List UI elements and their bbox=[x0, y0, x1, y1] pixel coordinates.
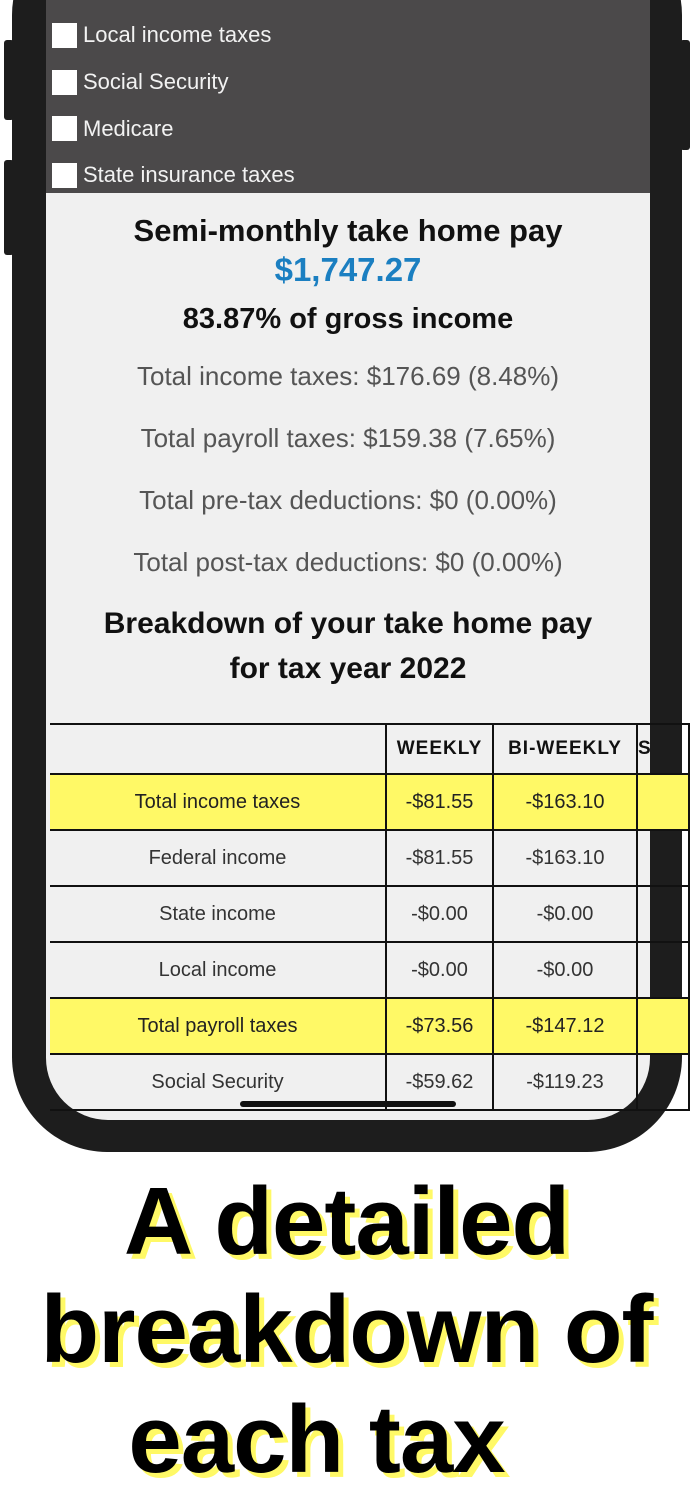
phone-screen bbox=[46, 0, 650, 1120]
biweekly-value: -$0.00 bbox=[493, 886, 637, 942]
row-label: Federal income bbox=[50, 830, 386, 886]
biweekly-value: -$0.00 bbox=[493, 942, 637, 998]
weekly-value: -$81.55 bbox=[386, 830, 493, 886]
income-taxes-line: Total income taxes: $176.69 (8.48%) bbox=[136, 361, 560, 391]
take-home-amount: $1,747.27 bbox=[274, 251, 422, 288]
filter-social-security[interactable] bbox=[46, 59, 650, 106]
biweekly-value: -$147.12 bbox=[493, 998, 637, 1054]
checkbox-label: Medicare bbox=[83, 115, 174, 141]
biweekly-value: -$163.10 bbox=[493, 774, 637, 830]
checkbox[interactable] bbox=[52, 70, 77, 95]
semimonthly-value bbox=[637, 942, 689, 998]
weekly-value: -$0.00 bbox=[386, 886, 493, 942]
semimonthly-value bbox=[637, 886, 689, 942]
semimonthly-value bbox=[637, 774, 689, 830]
header-biweekly: BI-WEEKLY bbox=[493, 724, 637, 774]
tax-filter-panel bbox=[46, 0, 650, 193]
semimonthly-value bbox=[637, 998, 689, 1054]
caption-line-1: A detailed bbox=[123, 1168, 570, 1275]
row-label: Total income taxes bbox=[50, 774, 386, 830]
header-semimonthly: S bbox=[637, 724, 689, 774]
biweekly-value: -$119.23 bbox=[493, 1054, 637, 1110]
table-row bbox=[50, 998, 689, 1054]
filter-local-income[interactable] bbox=[46, 12, 650, 59]
checkbox-label: Social Security bbox=[83, 69, 229, 95]
row-label: State income bbox=[50, 886, 386, 942]
checkbox[interactable] bbox=[52, 163, 77, 188]
gross-percent: 83.87% of gross income bbox=[182, 303, 514, 335]
table-row bbox=[50, 774, 689, 830]
summary-title: Semi-monthly take home pay bbox=[133, 213, 563, 248]
biweekly-value: -$163.10 bbox=[493, 830, 637, 886]
pretax-deductions-line: Total pre-tax deductions: $0 (0.00%) bbox=[139, 485, 557, 515]
table-row bbox=[50, 942, 689, 998]
breakdown-heading-line: for tax year 2022 bbox=[229, 652, 467, 685]
semimonthly-value bbox=[637, 830, 689, 886]
posttax-deductions-line: Total post-tax deductions: $0 (0.00%) bbox=[133, 547, 563, 577]
weekly-value: -$81.55 bbox=[386, 774, 493, 830]
table-row bbox=[50, 886, 689, 942]
row-label: Local income bbox=[50, 942, 386, 998]
weekly-value: -$0.00 bbox=[386, 942, 493, 998]
caption-line-2: breakdown of bbox=[40, 1276, 653, 1383]
breakdown-heading bbox=[46, 601, 650, 691]
home-indicator[interactable] bbox=[240, 1101, 456, 1107]
row-label: Social Security bbox=[50, 1054, 386, 1110]
table-row bbox=[50, 830, 689, 886]
checkbox[interactable] bbox=[52, 116, 77, 141]
weekly-value: -$73.56 bbox=[386, 998, 493, 1054]
breakdown-table bbox=[50, 723, 690, 1111]
header-weekly: WEEKLY bbox=[386, 724, 493, 774]
filter-medicare[interactable] bbox=[46, 105, 650, 152]
caption-line-3: each tax bbox=[128, 1386, 505, 1493]
checkbox[interactable] bbox=[52, 23, 77, 48]
filter-state-insurance[interactable] bbox=[46, 152, 650, 199]
payroll-taxes-line: Total payroll taxes: $159.38 (7.65%) bbox=[140, 423, 556, 453]
checkbox-label: Local income taxes bbox=[83, 22, 272, 48]
header-blank bbox=[50, 724, 386, 774]
checkbox-label: State insurance taxes bbox=[83, 162, 295, 188]
breakdown-heading-line: Breakdown of your take home pay bbox=[103, 607, 593, 640]
semimonthly-value bbox=[637, 1054, 689, 1110]
weekly-value: -$59.62 bbox=[386, 1054, 493, 1110]
row-label: Total payroll taxes bbox=[50, 998, 386, 1054]
